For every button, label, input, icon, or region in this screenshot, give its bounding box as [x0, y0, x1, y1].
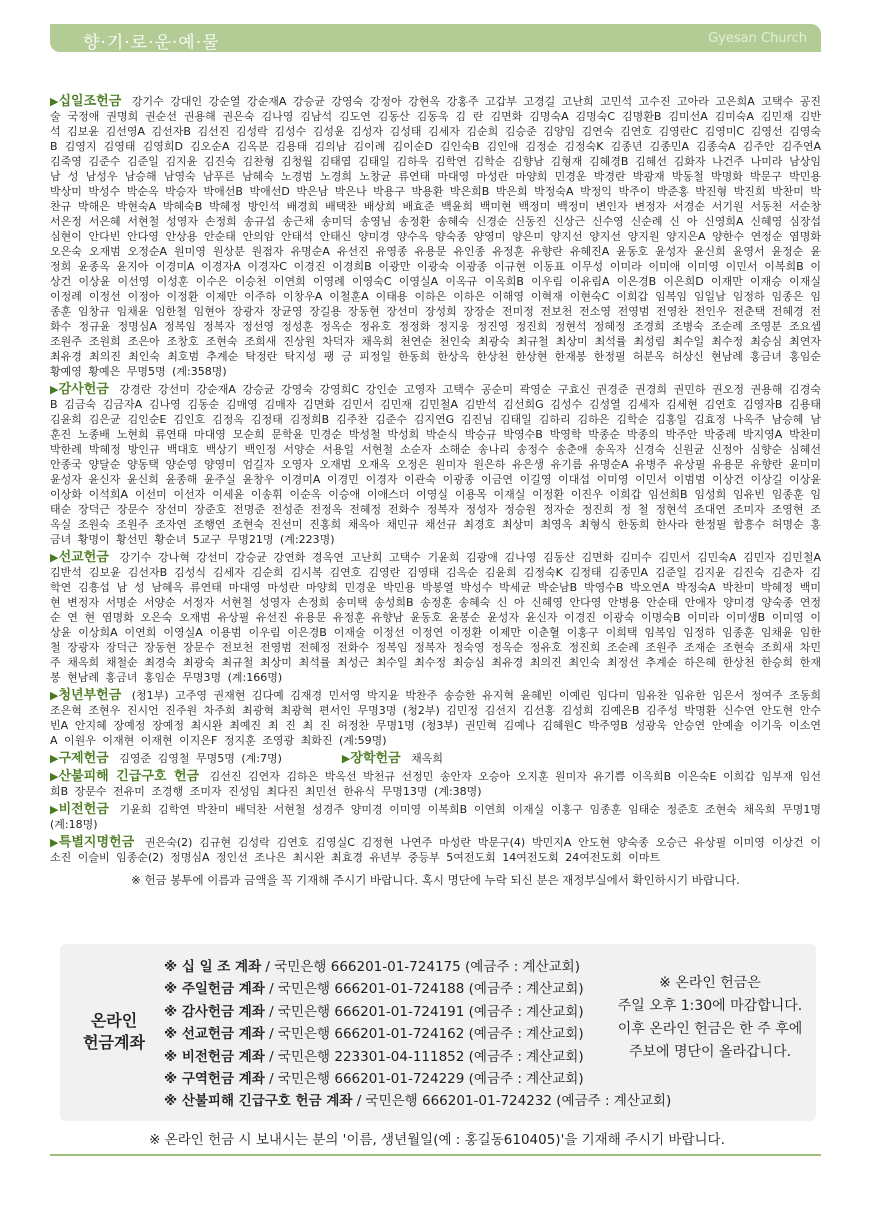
online-offering-notice: ※ 온라인 헌금 시 보내시는 분의 '이름, 생년월일(예 : 홍길동610405)'을 기재해 주시기 바랍니다. [149, 1132, 725, 1148]
triangle-icon: ▶ [50, 95, 59, 108]
disaster-relief-section [50, 769, 821, 799]
triangle-icon: ▶ [50, 803, 59, 816]
label-line-2: 헌금계좌 [83, 1033, 145, 1052]
account-detail: / 국민은행 666201-01-724188 (예금주 : 계산교회) [264, 981, 584, 998]
section-heading: 선교헌금 [58, 550, 109, 565]
account-detail: / 국민은행 666201-01-724191 (예금주 : 계산교회) [264, 1003, 584, 1020]
donor-total: (계:18명) [50, 818, 98, 831]
special-designated-section [50, 835, 821, 865]
account-row [164, 1068, 671, 1090]
account-row [164, 1001, 671, 1023]
account-detail: / 국민은행 666201-01-724229 (예금주 : 계산교회) [264, 1071, 584, 1088]
account-name: ※ 구역헌금 계좌 [164, 1071, 265, 1088]
donor-names: 기윤희 김학연 박찬미 배덕찬 서현철 성경주 양미경 이미영 이복희B 이연희 이재실 이홍구 임종훈 임태순 정준호 조현숙 채옥희 무명1명 [119, 803, 821, 816]
donor-total: (계:38명) [434, 785, 482, 798]
donor-names: 김선진 김연자 김하은 박옥선 박천규 선정민 송안자 오승아 오지훈 원미자 유기쁨 이옥희B 이은숙E 이희갑 임부재 임선희B 장문수 전유미 조경행 조미자 진성임 최다진 최민선 한유식 무명13명 [50, 770, 821, 798]
youth-section [50, 688, 821, 748]
account-detail: / 국민은행 666201-01-724175 (예금주 : 계산교회) [261, 959, 580, 975]
donor-total: (계:59명) [338, 734, 387, 747]
triangle-icon: ▶ [50, 836, 59, 849]
page-header-bar [50, 24, 821, 52]
donor-names: 강기수 강대인 강순열 강순재A 강승균 강영숙 강정아 강현옥 강홍주 고갑부 고경길 고난희 고민석 고수진 고아라 고은희A 고택수 공진술 국정애 권명희 권순선 권용해 권은숙 김나영 김남석 김도연 김동산 김동욱 김 란 김면화 김명숙A 김명숙C 김명환B 김미선A 김미숙A 김민재 김반석 김보윤 김선영A 김선자B 김선진 김성락 김성수 김성윤 김성자 김성태 김세자 김순희 김승준 김양임 김연숙 김연호 김영란C 김영미C 김영선 김영숙B 김영지 김영태 김영희D 김오순A 김옥분 김용태 김의남 김이례 김이순D 김인숙B 김인애 김정순 김정숙K 김종년 김종민A 김종숙A 김주안 김주연A 김죽영 김준수 김준일 김지윤 김진숙 김찬형 김청월 김태엽 김태일 김하욱 김학연 김학순 김향남 김형재 김혜경B 김혜선 김화자 나건주 나미라 남상임 남 성 남성우 남승해 남영숙 남푸른 남혜숙 노경범 노경희 노창균 류연태 마대영 마성란 마양희 민경운 박경란 박광재 박동철 박명화 박문구 박민용 박상미 박성수 박순옥 박승자 박애선B 박애선D 박은남 박은나 박용구 박용환 박은희B 박은희 박정숙A 박정익 박주이 박준홍 박진형 박진희 박찬미 박찬규 박해은 박현숙A 박혜숙B 박혜정 방인석 배경희 배택찬 배상희 배효준 백윤희 백미현 백정미 백정미 변인자 변정자 서경순 서기원 서동천 서순창 서은정 서은혜 서현철 성영자 손정희 송규섭 송근채 송미덕 송영님 송정환 송혜숙 신경순 신동진 신상근 신수영 신순례 신 아 신영희A 신혜영 심장섭 심현이 안다빈 안다영 안상용 안순태 안의암 안태석 안태신 양미경 양수옥 양숙종 양영미 양은미 양지선 양지선 양지원 양지은A 양한수 연정순 염명화 오은숙 오재범 오정순A 원미영 원상분 원점자 유명순A 유선진 유영종 유용문 유인종 유정훈 유향란 유혜진A 윤동호 윤성자 윤신희 윤영서 윤정순 윤정희 윤종옥 윤지아 이경미A 이경자A 이경자C 이경진 이경희B 이광만 이광숙 이광종 이규현 이동표 이무성 이미라 이미애 이미영 이민서 이복희B 이상건 이상윤 이선영 이성훈 이수은 이승천 이연희 이영례 이영숙C 이영실A 이옥규 이옥희B 이우림 이유림A 이은경B 이은희D 이재만 이재승 이재실 이정례 이정선 이정아 이정환 이제만 이주하 이창우A 이철훈A 이태용 이하은 이하은 이해영 이혁재 이현숙C 이희갑 임복임 임일남 임정하 임종은 임종훈 임창규 임채윤 임한철 임현아 장광자 장균영 장길용 장동현 장선미 장성희 장장순 전미정 전보천 전소영 전영범 전영찬 전인우 전춘택 전혜경 전화수 정규윤 정명심A 정복임 정복자 정선영 정성훈 정옥순 정유호 정정화 정지웅 정진영 정진희 정현석 정혜정 조경희 조병숙 조순례 조영분 조요셉 조원주 조원희 조은아 조창호 조현숙 조희새 진상원 차덕자 채옥희 천연순 천인숙 최광숙 최규철 최상미 최석률 최성림 최수일 최수정 최승심 최연자 최유경 최의진 최인숙 최호범 추계순 탁정란 탁지성 팽 긍 피정일 한동희 한상옥 한상천 한상현 한재봉 한정필 허분옥 허상신 현남례 홍금녀 홍임순 황예영 황예은 무명5명 [50, 95, 822, 378]
mission-section [50, 550, 821, 685]
account-name: ※ 십 일 조 계좌 [164, 959, 262, 975]
triangle-icon: ▶ [50, 383, 59, 396]
label-line-1: 온라인 [90, 1011, 138, 1030]
online-deadline-note [610, 972, 810, 1064]
section-heading: 구제헌금 [58, 751, 109, 766]
vision-section [50, 802, 821, 832]
scholarship-section [342, 751, 443, 766]
note-line: 이후 온라인 헌금은 한 주 후에 [617, 1021, 803, 1037]
section-heading: 장학헌금 [350, 751, 401, 766]
donor-total: (계:166명) [227, 671, 283, 684]
section-heading: 산불피해 긴급구호 헌금 [58, 769, 200, 784]
triangle-icon: ▶ [341, 752, 351, 765]
triangle-icon: ▶ [50, 689, 59, 702]
account-detail: / 국민은행 666201-01-724232 (예금주 : 계산교회) [352, 1093, 672, 1110]
page-header-title: 향·기·로·운·예·물 [83, 33, 220, 53]
account-detail: / 국민은행 223301-04-111852 (예금주 : 계산교회) [264, 1048, 584, 1065]
account-name: ※ 비전헌금 계좌 [164, 1048, 265, 1065]
note-line: 주일 오후 1:30에 마감합니다. [617, 998, 803, 1014]
donor-names: (청1부) 고주영 권재현 김다예 김재경 민서영 박지윤 박찬주 송승한 유지혁 윤혜빈 이예린 임다미 임유찬 임유한 임은서 정여주 조동희 조은혁 조현우 진시언 진주원 차주희 최광혁 최광혁 편서인 무명3명 (청2부) 김민정 김선지 김선홍 김성희 김예은B 김주성 박명환 신수연 안도현 안수빈A 안지혜 장예정 장예정 최시완 최예진 최 진 최 진 허정찬 무명1명 (청3부) 권민혁 김예나 김혜원C 박주영B 성광욱 안승연 안예솔 이기욱 이소연A 이원우 이재현 이재현 이지은F 정지훈 조영광 최화진 [50, 689, 821, 747]
account-row [164, 1046, 671, 1068]
donor-names: 강기수 강나혁 강선미 강승균 강연화 경옥연 고난희 고택수 기윤희 김광애 김나영 김동산 김면화 김미수 김민서 김민숙A 김민자 김민철A 김반석 김보윤 김선자B 김성식 김세자 김순희 김시복 김연호 김영란 김영태 김옥순 김윤희 김정숙K 김정태 김종민A 김준일 김지윤 김진숙 김춘자 김학연 김흥섭 남 성 남혜옥 류연태 마대영 마성란 마양희 민경운 박민용 박봉열 박성수 박세균 박순남B 박영수B 박오연A 박정숙A 박찬미 박혜정 백미현 변정자 서명순 서양순 서정자 서현철 성영자 손정희 송미택 송성희B 송정훈 송혜숙 신 아 신혜영 안다영 안병용 안순태 안애자 양미경 양숙종 연정순 연 현 염명화 오은숙 오재범 유상필 유선진 유용문 유정훈 유향남 윤동호 윤봉순 윤성자 윤신자 이경진 이광숙 이명숙B 이미라 이미생B 이미영 이상윤 이상희A 이연희 이영실A 이용범 이우림 이은경B 이재술 이정선 이정연 이정환 이제만 이춘혈 이홍구 이희택 임복임 임정하 임종훈 임채윤 임한철 장광자 장덕근 장동현 장문수 전보천 전영범 전혜정 전화수 정복임 정복자 정숙영 정옥순 정유호 정진희 조순례 조원주 조재순 조현숙 조희새 차민주 채옥희 채철순 최경숙 최광숙 최규철 최상미 최석률 최성근 최수일 최수정 최승심 최유경 최의진 최인숙 최정선 추계순 하은혜 한상천 한승희 한재봉 현남례 홍금녀 홍임순 무명3명 [50, 551, 821, 684]
donor-names: 강경란 강선미 강순재A 강승균 강영숙 강영희C 강인순 고영자 고택수 공순미 곽영순 구효신 권경준 권경희 권민하 권오정 권용해 김경숙B 김금숙 김금자A 김나영 김동순 김매영 김매자 김면화 김민서 김민재 김민철A 김반석 김선희G 김성수 김성열 김세자 김세현 김연호 김영자B 김용태 김윤희 김은균 김인순E 김인호 김정옥 김정태 김정희B 김주찬 김준수 김지연G 김진님 김태일 김하리 김하은 김학순 김홍일 김효정 나옥주 남승혜 남훈진 노종배 노현희 류연태 마대영 모순희 문학윤 민경순 박성철 박성희 박순식 박승규 박영수B 박영학 박종순 박종의 박주안 박중례 박지영A 박찬미 박한례 박혜정 방인규 백대호 백상기 백인정 서양순 서용일 서현철 소순자 소해순 송나리 송정수 송춘애 송옥자 신경숙 신원균 신정아 심향순 심혜선 안종국 양달순 양동택 양순영 양영미 엄길자 오영자 오재범 오재옥 오정은 원미자 원은하 유은생 유기름 유명순A 유병주 유상필 유용문 유향란 윤미미 윤성자 윤신자 윤신희 윤종해 윤주실 윤창우 이경미A 이경민 이경자 이관숙 이광종 이금연 이길영 이대섭 이미영 이민서 이범범 이상건 이상길 이상윤 이상화 이석희A 이선미 이선자 이세윤 이송휘 이순옥 이승애 이애스더 이영실 이용목 이재실 이정환 이진우 이희갑 임선희B 임성희 임유빈 임종훈 임태순 장덕근 장문수 장선미 장준호 전명준 전성준 전정옥 전혜정 전화수 정복자 정성자 정승원 정자순 정진희 정 철 정현석 조대연 조미자 조영현 조옥실 조원숙 조원주 조자연 조행연 조현숙 진선미 진홍희 채옥아 채민규 채선규 최경호 최상미 최영옥 최형식 한동희 한사라 한정필 함흥수 허명순 홍금녀 황명이 황선민 황순녀 5교구 무명21명 [50, 383, 821, 546]
relief-section [50, 751, 282, 766]
triangle-icon: ▶ [50, 770, 59, 783]
church-name: Gyesan Church [708, 31, 807, 46]
account-detail: / 국민은행 666201-01-724162 (예금주 : 계산교회) [264, 1026, 584, 1043]
donor-total: (계:7명) [241, 752, 282, 765]
account-row [164, 1023, 671, 1045]
account-name: ※ 주일헌금 계좌 [164, 981, 265, 998]
offering-list [50, 94, 821, 894]
account-name: ※ 감사헌금 계좌 [164, 1003, 265, 1020]
section-heading: 특별지명헌금 [58, 835, 135, 850]
account-name: ※ 선교헌금 계좌 [164, 1026, 265, 1043]
note-line: ※ 온라인 헌금은 [659, 975, 761, 991]
relief-scholarship-row [50, 751, 821, 766]
account-row [164, 1090, 671, 1112]
section-heading: 감사헌금 [58, 382, 109, 397]
account-row [164, 978, 671, 1000]
bottom-divider [50, 1154, 821, 1156]
triangle-icon: ▶ [50, 551, 59, 564]
thanks-section [50, 382, 821, 547]
donor-names: 김영준 김영철 무명5명 [119, 752, 235, 765]
section-heading: 비전헌금 [58, 802, 109, 817]
envelope-notice: ※ 헌금 봉투에 이름과 금액을 꼭 기재해 주시기 바랍니다. 혹시 명단에 누락 되신 분은 재정부실에서 확인하시기 바랍니다. [131, 873, 740, 887]
account-name: ※ 산불피해 긴급구호 헌금 계좌 [164, 1093, 353, 1110]
donor-names: 채옥희 [411, 752, 443, 765]
online-account-box [60, 944, 816, 1121]
account-list [164, 956, 671, 1113]
donor-names: 권은숙(2) 김규현 김성락 김연호 김영실C 김정현 나연주 마성란 박문구(4) 박민지A 안도현 양숙종 오승근 유상필 이미영 이상건 이소진 이슬비 임종순(2) 정명심A 정인선 조나은 최시완 최효경 유년부 중등부 5여전도회 14여전도회 24여전도회 이마트 [50, 836, 822, 864]
section-heading: 청년부헌금 [58, 688, 122, 703]
section-heading: 십일조헌금 [58, 94, 122, 109]
online-account-label [78, 1010, 150, 1054]
triangle-icon: ▶ [50, 752, 59, 765]
account-row [164, 956, 671, 978]
tithe-section [50, 94, 821, 379]
donor-total: (계:223명) [280, 533, 335, 546]
note-line: 주보에 명단이 올라갑니다. [628, 1044, 792, 1060]
donor-total: (계:358명) [172, 365, 227, 378]
